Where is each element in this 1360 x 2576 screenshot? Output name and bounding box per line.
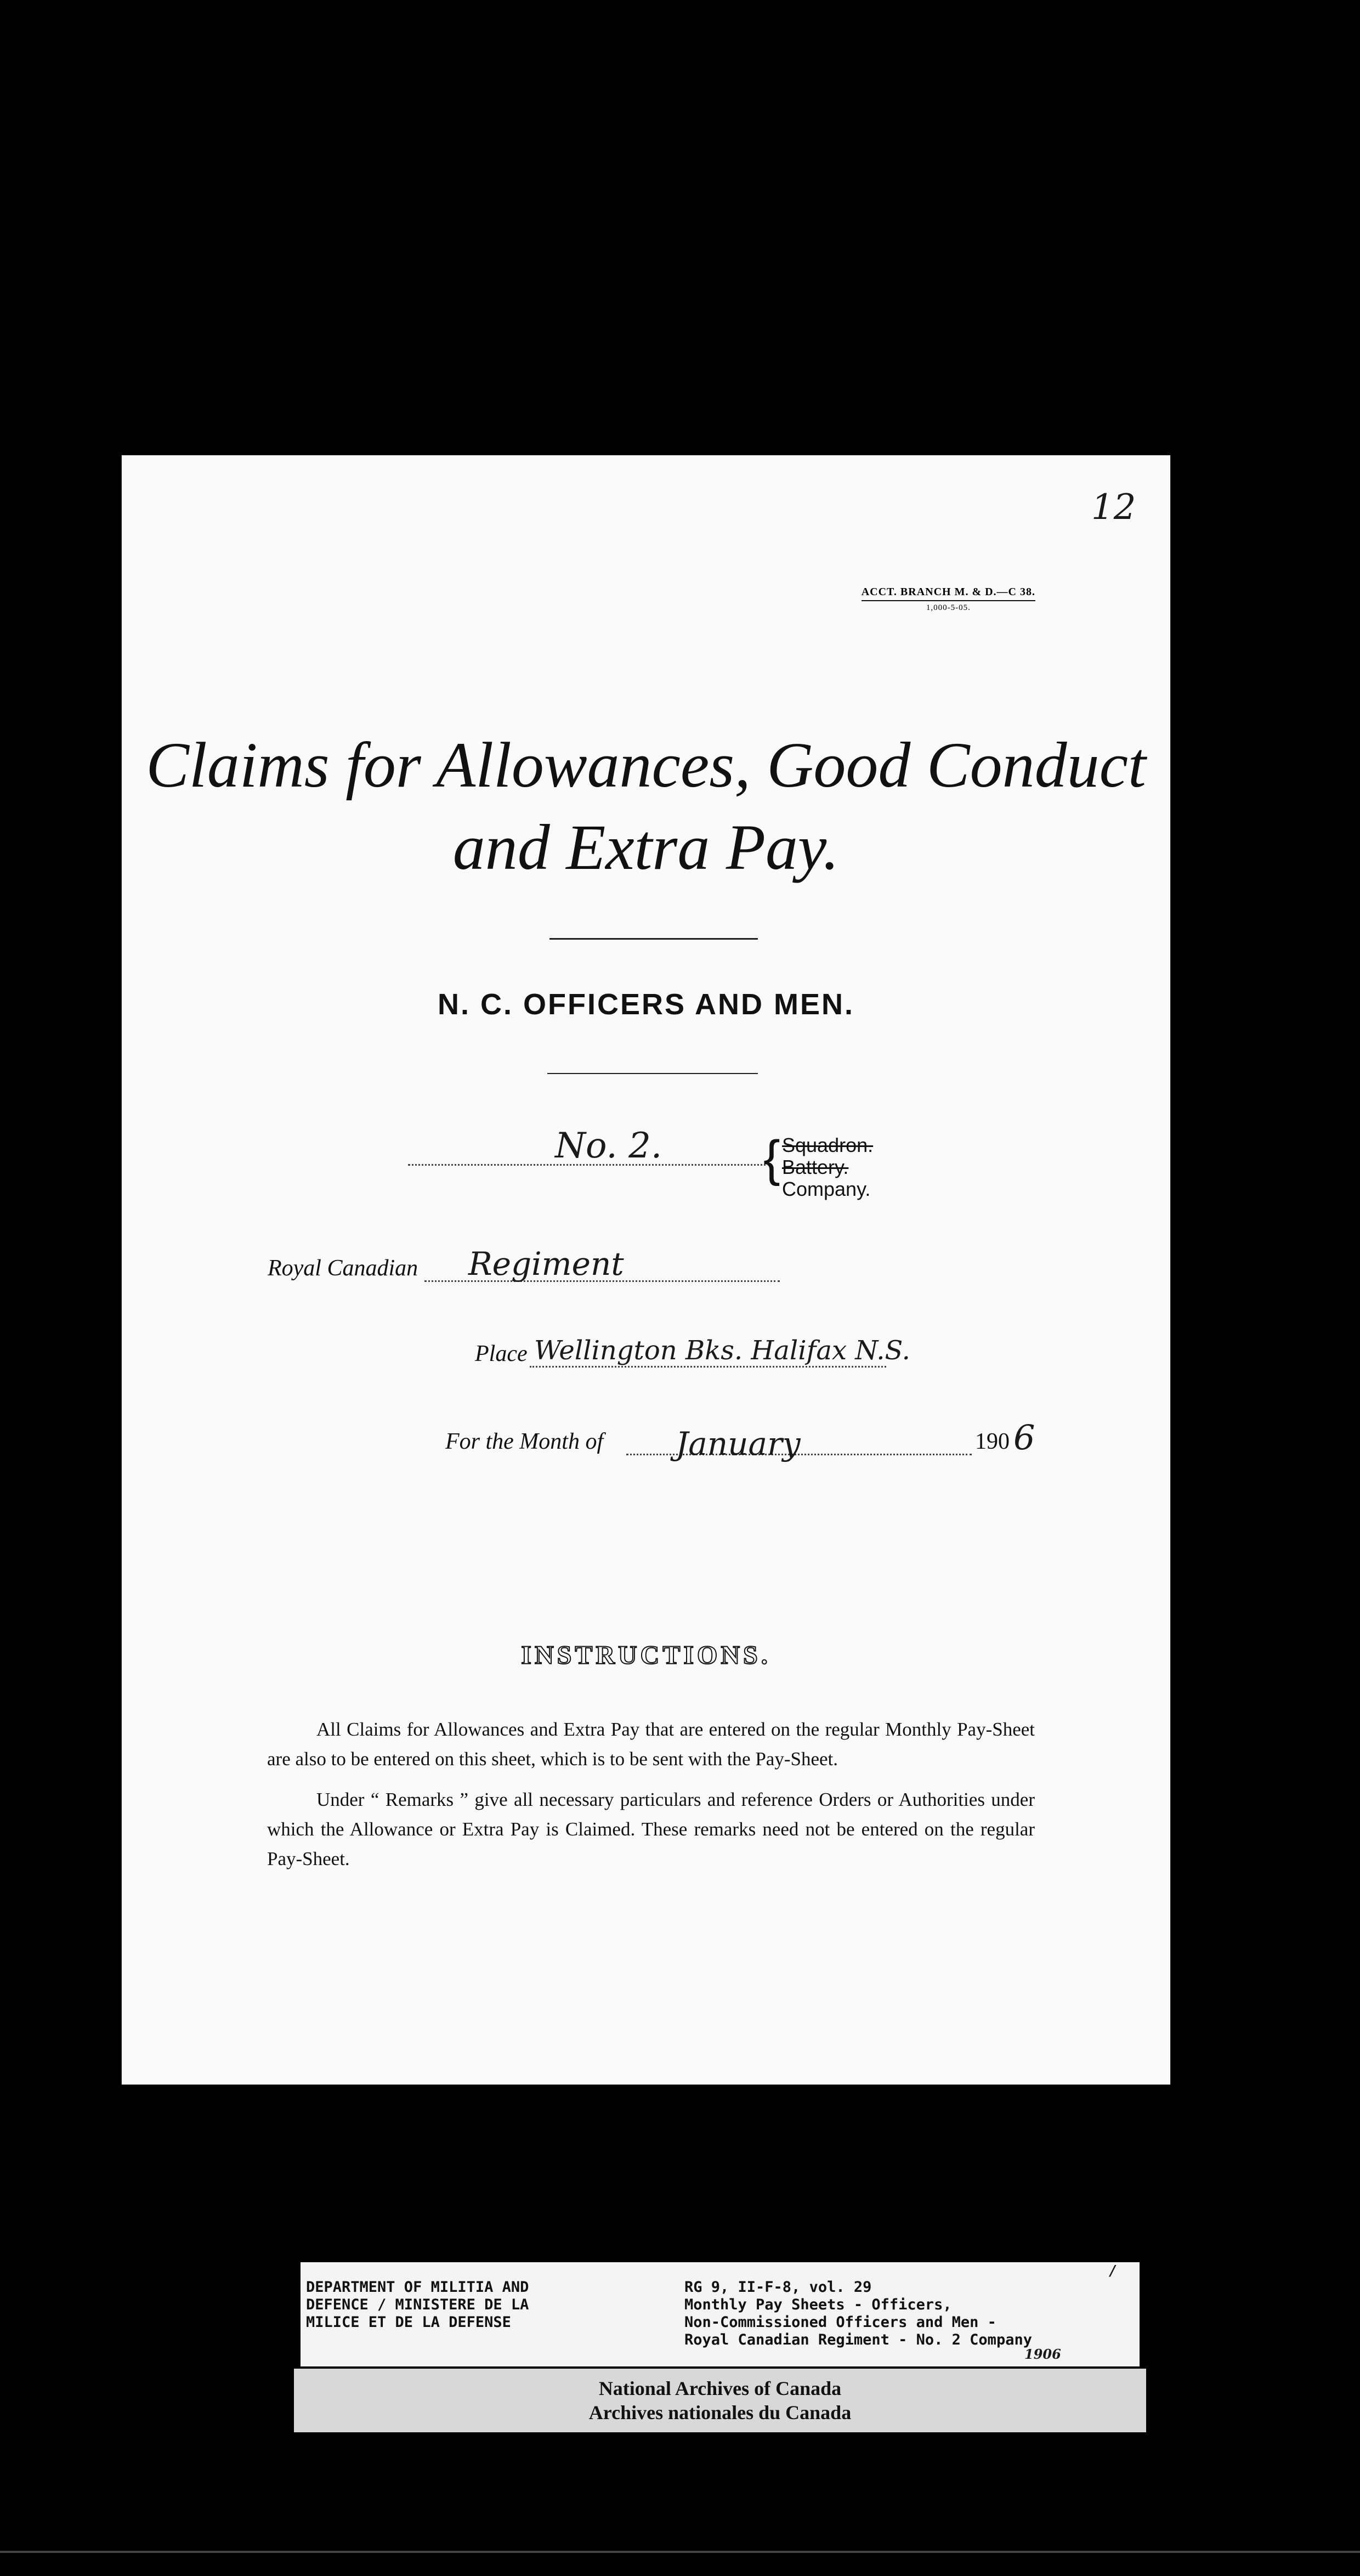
acct-branch-text: ACCT. BRANCH M. & D.—C 38. — [862, 586, 1035, 601]
unit-option-company: Company. — [782, 1178, 871, 1200]
archives-english: National Archives of Canada — [598, 2377, 842, 2399]
department-line-2: DEFENCE / MINISTERE DE LA — [306, 2296, 529, 2313]
instructions-title: INSTRUCTIONS. — [521, 1641, 771, 1670]
reference-line-3: Non-Commissioned Officers and Men - — [684, 2314, 996, 2331]
instructions-paragraph-2: Under “ Remarks ” give all necessary particulars and reference Orders or Authorities under which the Allowance or Extra Pay is Claimed. These remarks need not be entered on the regular Pay-Sheet. — [267, 1789, 1035, 1869]
archives-french: Archives nationales du Canada — [588, 2402, 852, 2424]
place-value: Wellington Bks. Halifax N.S. — [534, 1335, 910, 1366]
place-dotline — [530, 1366, 886, 1368]
bottom-edge-line — [0, 2551, 1360, 2553]
reference-line-4: Royal Canadian Regiment - No. 2 Company — [684, 2331, 1032, 2348]
month-value: January — [676, 1425, 801, 1462]
archive-department — [306, 2279, 529, 2331]
unit-number: No. 2. — [555, 1126, 662, 1166]
archive-tick-mark: / — [1110, 2263, 1115, 2279]
national-archives-banner — [294, 2369, 1146, 2432]
month-label: For the Month of — [445, 1429, 604, 1454]
title-line-2: and Extra Pay. — [452, 811, 840, 883]
department-line-1: DEPARTMENT OF MILITIA AND — [306, 2279, 529, 2296]
acct-print-run: 1,000-5-05. — [926, 603, 971, 612]
archive-reference — [684, 2279, 1032, 2349]
regiment-value: Regiment — [468, 1245, 624, 1283]
unit-options — [782, 1134, 873, 1200]
year-prefix: 190 — [975, 1429, 1010, 1454]
title-divider — [549, 938, 758, 940]
heading-divider — [547, 1073, 758, 1074]
instructions-paragraph-1: All Claims for Allowances and Extra Pay that are entered on the regular Monthly Pay-Sheet are also to be entered on this sheet, which is to be sent with the Pay-Sheet. — [267, 1719, 1035, 1770]
page-number: 12 — [1091, 487, 1136, 528]
archive-handwritten-year: 1906 — [1024, 2346, 1061, 2362]
brace-symbol: { — [763, 1131, 780, 1187]
acct-branch-code — [862, 586, 1035, 613]
regiment-label: Royal Canadian — [268, 1256, 418, 1281]
reference-line-2: Monthly Pay Sheets - Officers, — [684, 2296, 952, 2313]
unit-option-battery: Battery. — [782, 1156, 849, 1178]
department-line-3: MILICE ET DE LA DEFENSE — [306, 2314, 511, 2331]
document-sheet — [122, 455, 1170, 2084]
place-label: Place — [475, 1341, 528, 1366]
year-suffix: 6 — [1013, 1417, 1035, 1458]
form-heading: N. C. OFFICERS AND MEN. — [437, 988, 854, 1021]
reference-line-1: RG 9, II-F-8, vol. 29 — [684, 2279, 872, 2296]
unit-option-squadron: Squadron. — [782, 1134, 874, 1156]
archive-reference-card — [301, 2262, 1140, 2366]
title-line-1: Claims for Allowances, Good Conduct — [146, 729, 1146, 801]
